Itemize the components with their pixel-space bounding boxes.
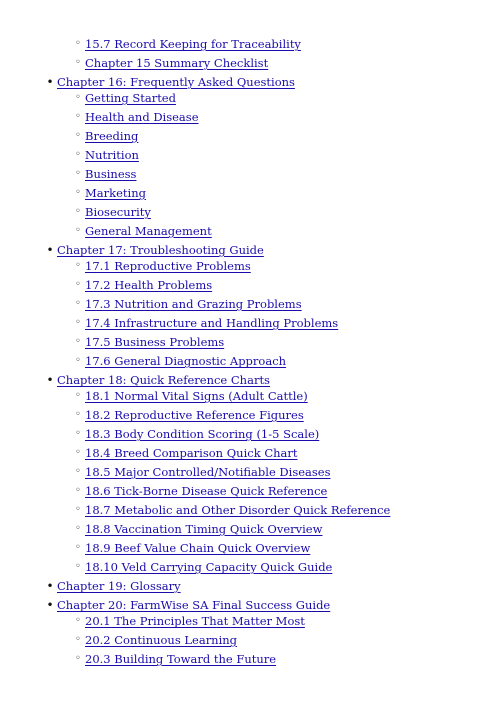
toc-section-link[interactable]: 17.3 Nutrition and Grazing Problems [85,297,302,311]
toc-section-link[interactable]: 17.4 Infrastructure and Handling Problems [85,316,339,330]
bullet-circle-icon: ◦ [75,428,81,439]
toc-section-link[interactable]: 17.6 General Diagnostic Approach [85,354,287,368]
bullet-disc-icon: • [46,75,54,89]
bullet-circle-icon: ◦ [75,168,81,179]
bullet-circle-icon: ◦ [75,225,81,236]
bullet-circle-icon: ◦ [75,206,81,217]
bullet-circle-icon: ◦ [75,260,81,271]
bullet-disc-icon: • [46,243,54,257]
toc-section-link[interactable]: 18.4 Breed Comparison Quick Chart [85,446,298,460]
bullet-circle-icon: ◦ [75,92,81,103]
toc-section-link[interactable]: 18.8 Vaccination Timing Quick Overview [85,522,323,536]
bullet-circle-icon: ◦ [75,187,81,198]
toc-section-link[interactable]: 18.3 Body Condition Scoring (1-5 Scale) [85,427,320,441]
bullet-circle-icon: ◦ [75,561,81,572]
bullet-circle-icon: ◦ [75,317,81,328]
bullet-circle-icon: ◦ [75,634,81,645]
toc-section-link[interactable]: Health and Disease [85,110,199,124]
bullet-circle-icon: ◦ [75,409,81,420]
bullet-disc-icon: • [46,579,54,593]
toc-section-link[interactable]: Biosecurity [85,205,151,219]
toc-section-link[interactable]: 15.7 Record Keeping for Traceability [85,37,301,51]
toc-section-link[interactable]: Breeding [85,129,139,143]
toc-chapter-link[interactable]: Chapter 20: FarmWise SA Final Success Guide [57,598,331,612]
toc-chapter-link[interactable]: Chapter 19: Glossary [57,579,181,593]
bullet-circle-icon: ◦ [75,390,81,401]
toc-section-link[interactable]: 18.9 Beef Value Chain Quick Overview [85,541,311,555]
toc-section-link[interactable]: Getting Started [85,91,176,105]
bullet-circle-icon: ◦ [75,111,81,122]
bullet-circle-icon: ◦ [75,504,81,515]
toc-section-link[interactable]: 17.1 Reproductive Problems [85,259,251,273]
toc-section-link[interactable]: Chapter 15 Summary Checklist [85,56,269,70]
bullet-circle-icon: ◦ [75,523,81,534]
bullet-circle-icon: ◦ [75,485,81,496]
toc-section-link[interactable]: 18.6 Tick-Borne Disease Quick Reference [85,484,328,498]
toc-section-link[interactable]: 20.1 The Principles That Matter Most [85,614,305,628]
toc-section-link[interactable]: 18.7 Metabolic and Other Disorder Quick Reference [85,503,391,517]
bullet-circle-icon: ◦ [75,38,81,49]
bullet-disc-icon: • [46,373,54,387]
bullet-circle-icon: ◦ [75,130,81,141]
toc-section-link[interactable]: 20.3 Building Toward the Future [85,652,277,666]
bullet-circle-icon: ◦ [75,57,81,68]
toc-section-link[interactable]: 18.2 Reproductive Reference Figures [85,408,304,422]
bullet-circle-icon: ◦ [75,466,81,477]
toc-section-link[interactable]: 17.2 Health Problems [85,278,213,292]
toc-section-link[interactable]: Nutrition [85,148,139,162]
bullet-circle-icon: ◦ [75,653,81,664]
toc-section-link[interactable]: 18.1 Normal Vital Signs (Adult Cattle) [85,389,308,403]
bullet-circle-icon: ◦ [75,542,81,553]
toc-section-link[interactable]: 18.10 Veld Carrying Capacity Quick Guide [85,560,333,574]
bullet-disc-icon: • [46,598,54,612]
bullet-circle-icon: ◦ [75,149,81,160]
toc-chapter-link[interactable]: Chapter 18: Quick Reference Charts [57,373,270,387]
toc-section-link[interactable]: 17.5 Business Problems [85,335,225,349]
toc-section-link[interactable]: General Management [85,224,212,238]
toc-section-link[interactable]: Marketing [85,186,146,200]
bullet-circle-icon: ◦ [75,355,81,366]
bullet-circle-icon: ◦ [75,298,81,309]
toc-chapter-link[interactable]: Chapter 16: Frequently Asked Questions [57,75,295,89]
bullet-circle-icon: ◦ [75,615,81,626]
bullet-circle-icon: ◦ [75,336,81,347]
toc-chapter-link[interactable]: Chapter 17: Troubleshooting Guide [57,243,264,257]
toc-section-link[interactable]: 20.2 Continuous Learning [85,633,238,647]
bullet-circle-icon: ◦ [75,447,81,458]
bullet-circle-icon: ◦ [75,279,81,290]
toc-section-link[interactable]: 18.5 Major Controlled/Notifiable Diseases [85,465,331,479]
toc-section-link[interactable]: Business [85,167,137,181]
